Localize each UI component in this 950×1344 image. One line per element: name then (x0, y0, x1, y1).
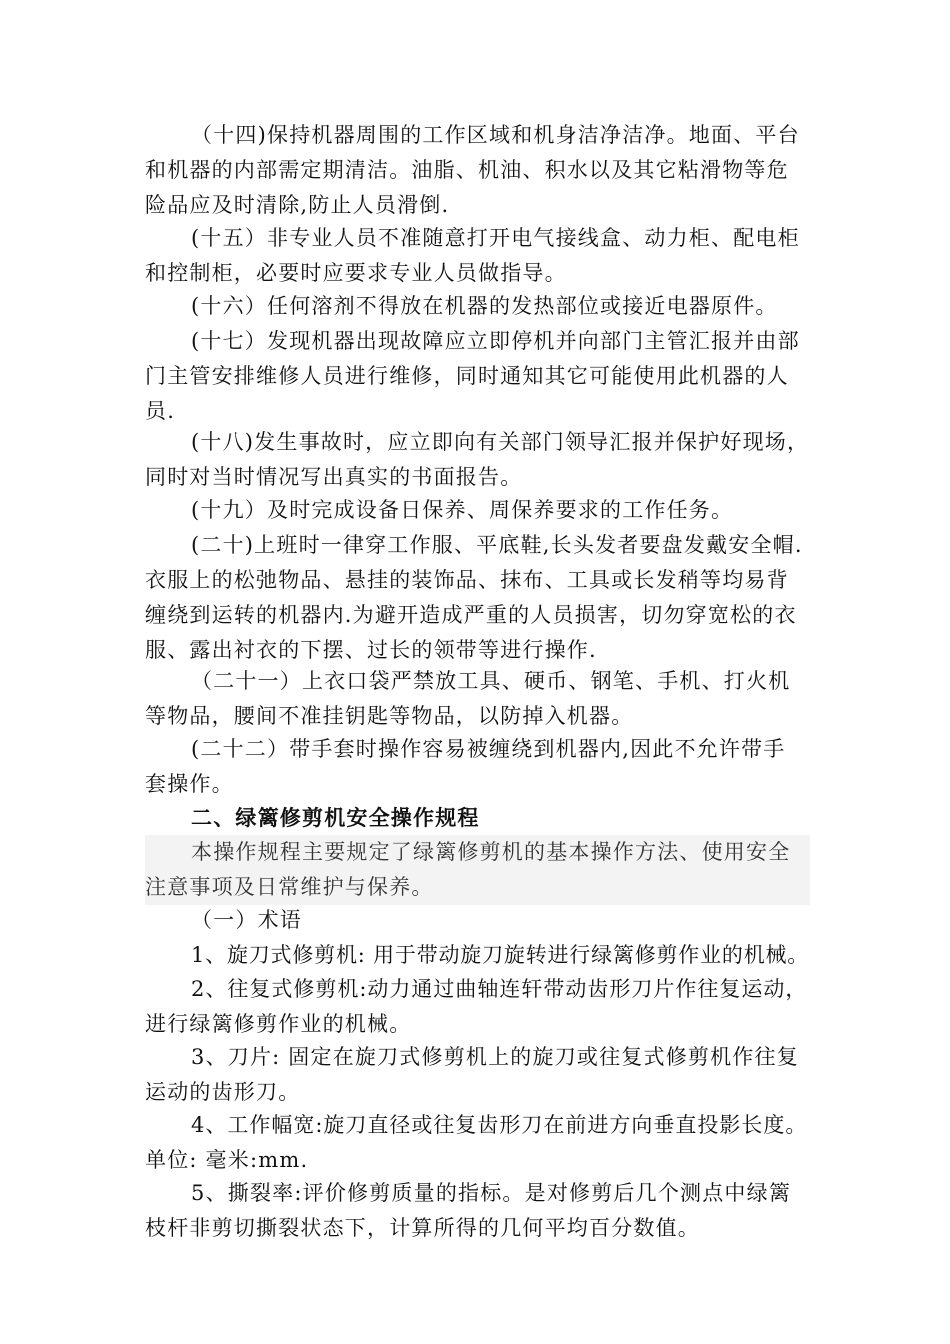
paragraph-17 (145, 324, 810, 429)
text-line: 3、刀片: 固定在旋刀式修剪机上的旋刀或往复式修剪机作往复 (191, 1045, 799, 1069)
text-line: 员. (145, 399, 176, 423)
text-line: 单位: 毫米:mm. (145, 1148, 309, 1172)
text-line: （二十一）上衣口袋严禁放工具、硬币、钢笔、手机、打火机 (191, 669, 791, 693)
text-line: （一）术语 (191, 908, 302, 932)
text-line: 5、撕裂率:评价修剪质量的指标。是对修剪后几个测点中绿篱 (191, 1181, 792, 1205)
text-line: 4、工作幅宽:旋刀直径或往复齿形刀在前进方向垂直投影长度。 (191, 1113, 808, 1137)
text-line: 2、往复式修剪机:动力通过曲轴连轩带动齿形刀片作往复运动， (191, 977, 808, 1001)
text-line: 1、旋刀式修剪机: 用于带动旋刀旋转进行绿篱修剪作业的机械。 (191, 943, 810, 967)
text-line: (十八)发生事故时，应立即向有关部门领导汇报并保护好现场， (191, 430, 810, 454)
subheading-terms (145, 903, 810, 938)
term-2 (145, 972, 810, 1042)
paragraph-14 (145, 118, 810, 223)
intro-paragraph (145, 835, 810, 905)
text-line: 和机器的内部需定期清洁。油脂、机油、积水以及其它粘滑物等危 (145, 158, 789, 182)
paragraph-21 (145, 664, 810, 734)
text-line: 注意事项及日常维护与保养。 (145, 875, 434, 899)
paragraph-18 (145, 425, 810, 495)
text-line: 和控制柜，必要时应要求专业人员做指导。 (145, 261, 567, 285)
heading-text: 二、绿篱修剪机安全操作规程 (191, 806, 480, 830)
term-5 (145, 1176, 810, 1246)
text-line: 运动的齿形刀。 (145, 1080, 301, 1104)
term-1 (145, 938, 810, 973)
text-line: (十六）任何溶剂不得放在机器的发热部位或接近电器原件。 (191, 294, 778, 318)
paragraph-22 (145, 732, 810, 802)
text-line: 枝杆非剪切撕裂状态下，计算所得的几何平均百分数值。 (145, 1216, 700, 1240)
text-line: 本操作规程主要规定了绿篱修剪机的基本操作方法、使用安全 (191, 840, 791, 864)
text-line: (二十)上班时一律穿工作服、平底鞋,长头发者要盘发戴安全帽. (191, 533, 803, 557)
text-line: （十四)保持机器周围的工作区域和机身洁净洁净。地面、平台 (191, 123, 800, 147)
section-heading (145, 801, 810, 836)
paragraph-15 (145, 221, 810, 291)
text-line: (十七）发现机器出现故障应立即停机并向部门主管汇报并由部 (191, 329, 800, 353)
text-line: 同时对当时情况写出真实的书面报告。 (145, 465, 523, 489)
text-line: (二十二）带手套时操作容易被缠绕到机器内,因此不允许带手 (191, 737, 786, 761)
term-4 (145, 1108, 810, 1178)
text-line: 套操作。 (145, 772, 234, 796)
term-3 (145, 1040, 810, 1110)
text-line: 进行绿篱修剪作业的机械。 (145, 1012, 412, 1036)
paragraph-20 (145, 528, 810, 668)
paragraph-16 (145, 289, 810, 324)
text-line: (十九）及时完成设备日保养、周保养要求的工作任务。 (191, 498, 734, 522)
text-line: 门主管安排维修人员进行维修，同时通知其它可能使用此机器的人 (145, 364, 789, 388)
paragraph-19 (145, 493, 810, 528)
text-line: 险品应及时清除,防止人员滑倒. (145, 193, 450, 217)
text-line: 等物品，腰间不准挂钥匙等物品，以防掉入机器。 (145, 704, 634, 728)
text-line: (十五）非专业人员不准随意打开电气接线盒、动力柜、配电柜 (191, 226, 800, 250)
text-line: 服、露出衬衣的下摆、过长的领带等进行操作. (145, 638, 597, 662)
text-line: 缠绕到运转的机器内.为避开造成严重的人员损害，切勿穿宽松的衣 (145, 603, 797, 627)
text-line: 衣服上的松弛物品、悬挂的装饰品、抹布、工具或长发稍等均易背 (145, 568, 789, 592)
